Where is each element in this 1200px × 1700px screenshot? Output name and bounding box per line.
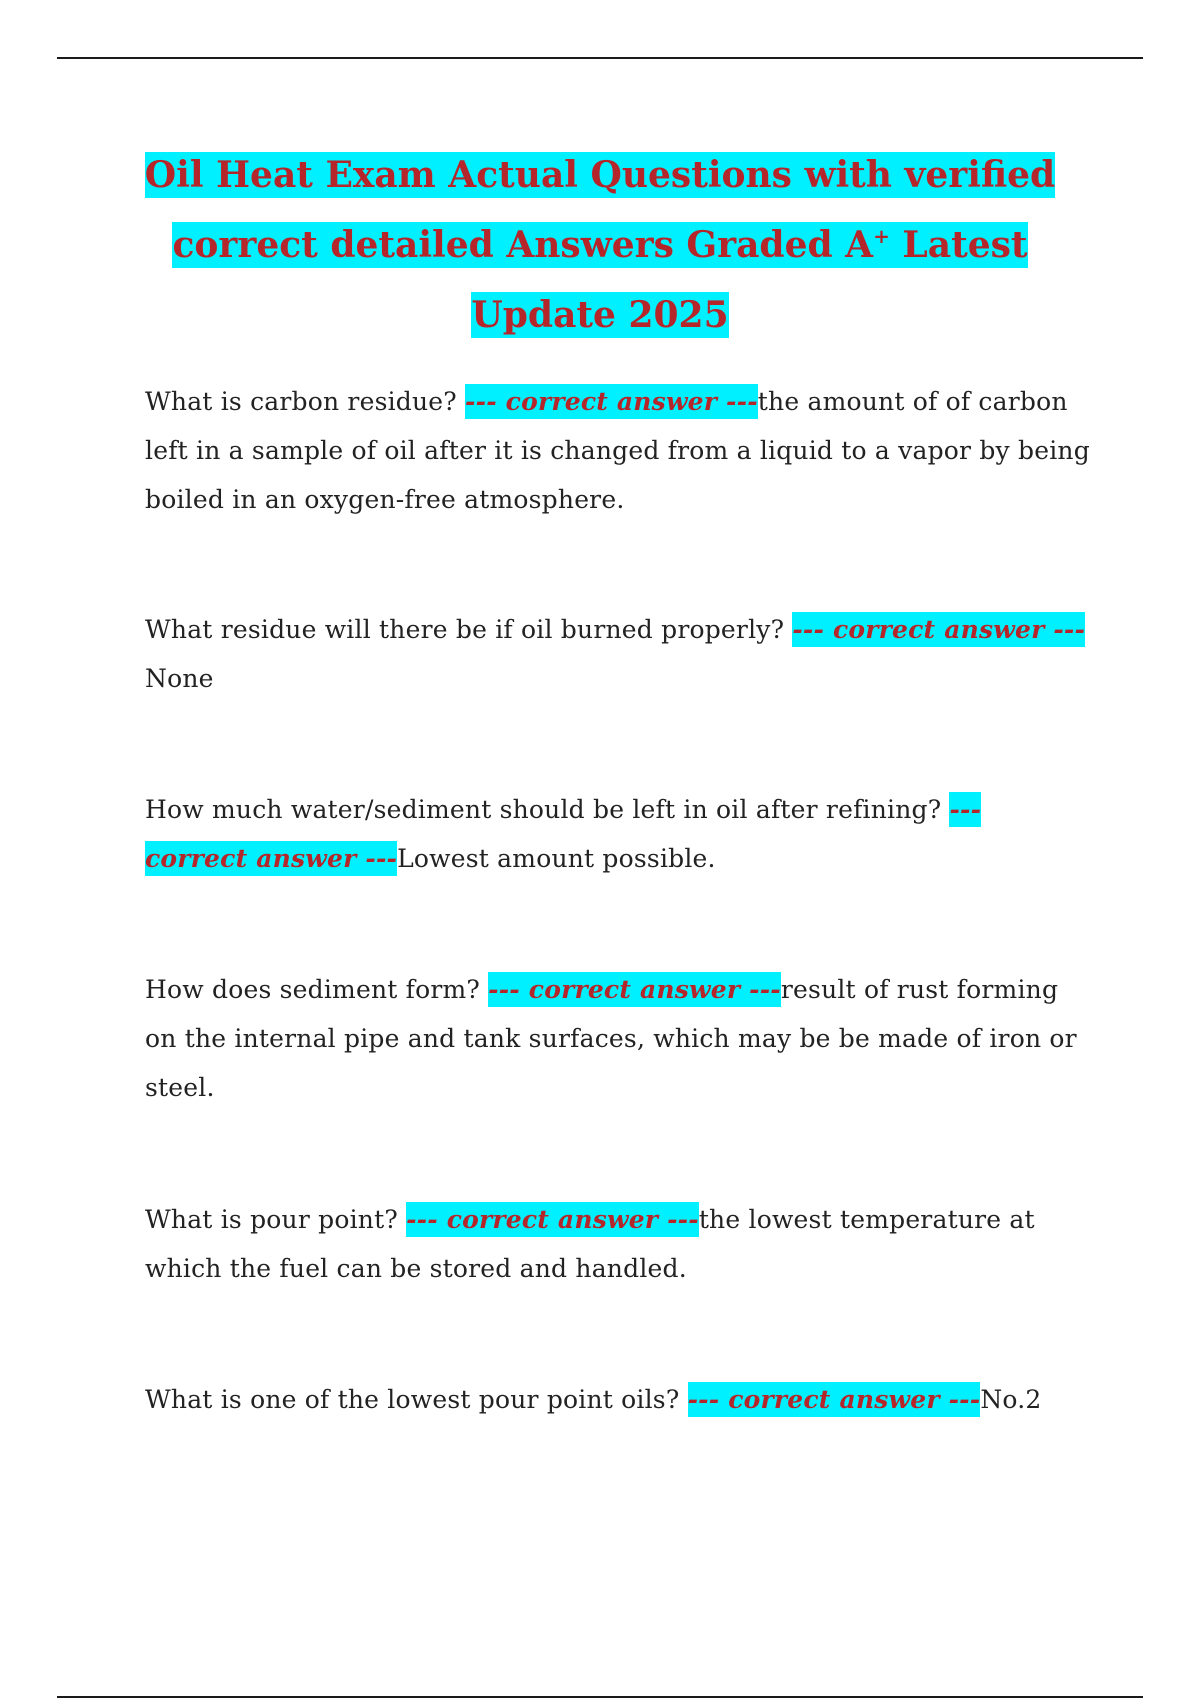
qa-item-6 (145, 1375, 1090, 1424)
qa-item-4 (145, 965, 1090, 1112)
answer-text: the lowest temperature at which the fuel can be stored and handled. (145, 1205, 1035, 1283)
answer-marker: --- correct answer --- (145, 792, 981, 876)
qa-item-2 (145, 605, 1090, 703)
answer-text: Lowest amount possible. (397, 844, 716, 873)
answer-marker: --- correct answer --- (406, 1202, 699, 1237)
question-text: What is pour point? (145, 1205, 407, 1234)
title-text-tail: Latest Update 2025 (471, 224, 1028, 336)
answer-text: result of rust forming on the internal pipe and tank surfaces, which may be be made of iron or steel. (145, 975, 1077, 1102)
answer-text: the amount of of carbon left in a sample of oil after it is changed from a liquid to a vapor by being boiled in an oxygen-free atmosphere. (145, 387, 1090, 514)
question-text: How does sediment form? (145, 975, 489, 1004)
question-text: What residue will there be if oil burned properly? (145, 615, 793, 644)
answer-text: None (145, 664, 214, 693)
top-rule (57, 57, 1143, 59)
qa-item-1 (145, 377, 1090, 524)
answer-marker: --- correct answer --- (792, 612, 1085, 647)
qa-item-5 (145, 1195, 1090, 1293)
question-text: How much water/sediment should be left in oil after refining? (145, 795, 950, 824)
bottom-rule (57, 1696, 1143, 1698)
answer-marker: --- correct answer --- (488, 972, 781, 1007)
question-text: What is carbon residue? (145, 387, 466, 416)
answer-marker: --- correct answer --- (688, 1382, 981, 1417)
qa-item-3 (145, 785, 1090, 883)
title-superscript: + (873, 224, 890, 248)
title-text-main: Oil Heat Exam Actual Questions with verified correct detailed Answers Graded A (144, 154, 1056, 266)
question-text: What is one of the lowest pour point oils? (145, 1385, 688, 1414)
answer-marker: --- correct answer --- (465, 384, 758, 419)
answer-text: No.2 (980, 1385, 1042, 1414)
document-title (100, 140, 1100, 350)
